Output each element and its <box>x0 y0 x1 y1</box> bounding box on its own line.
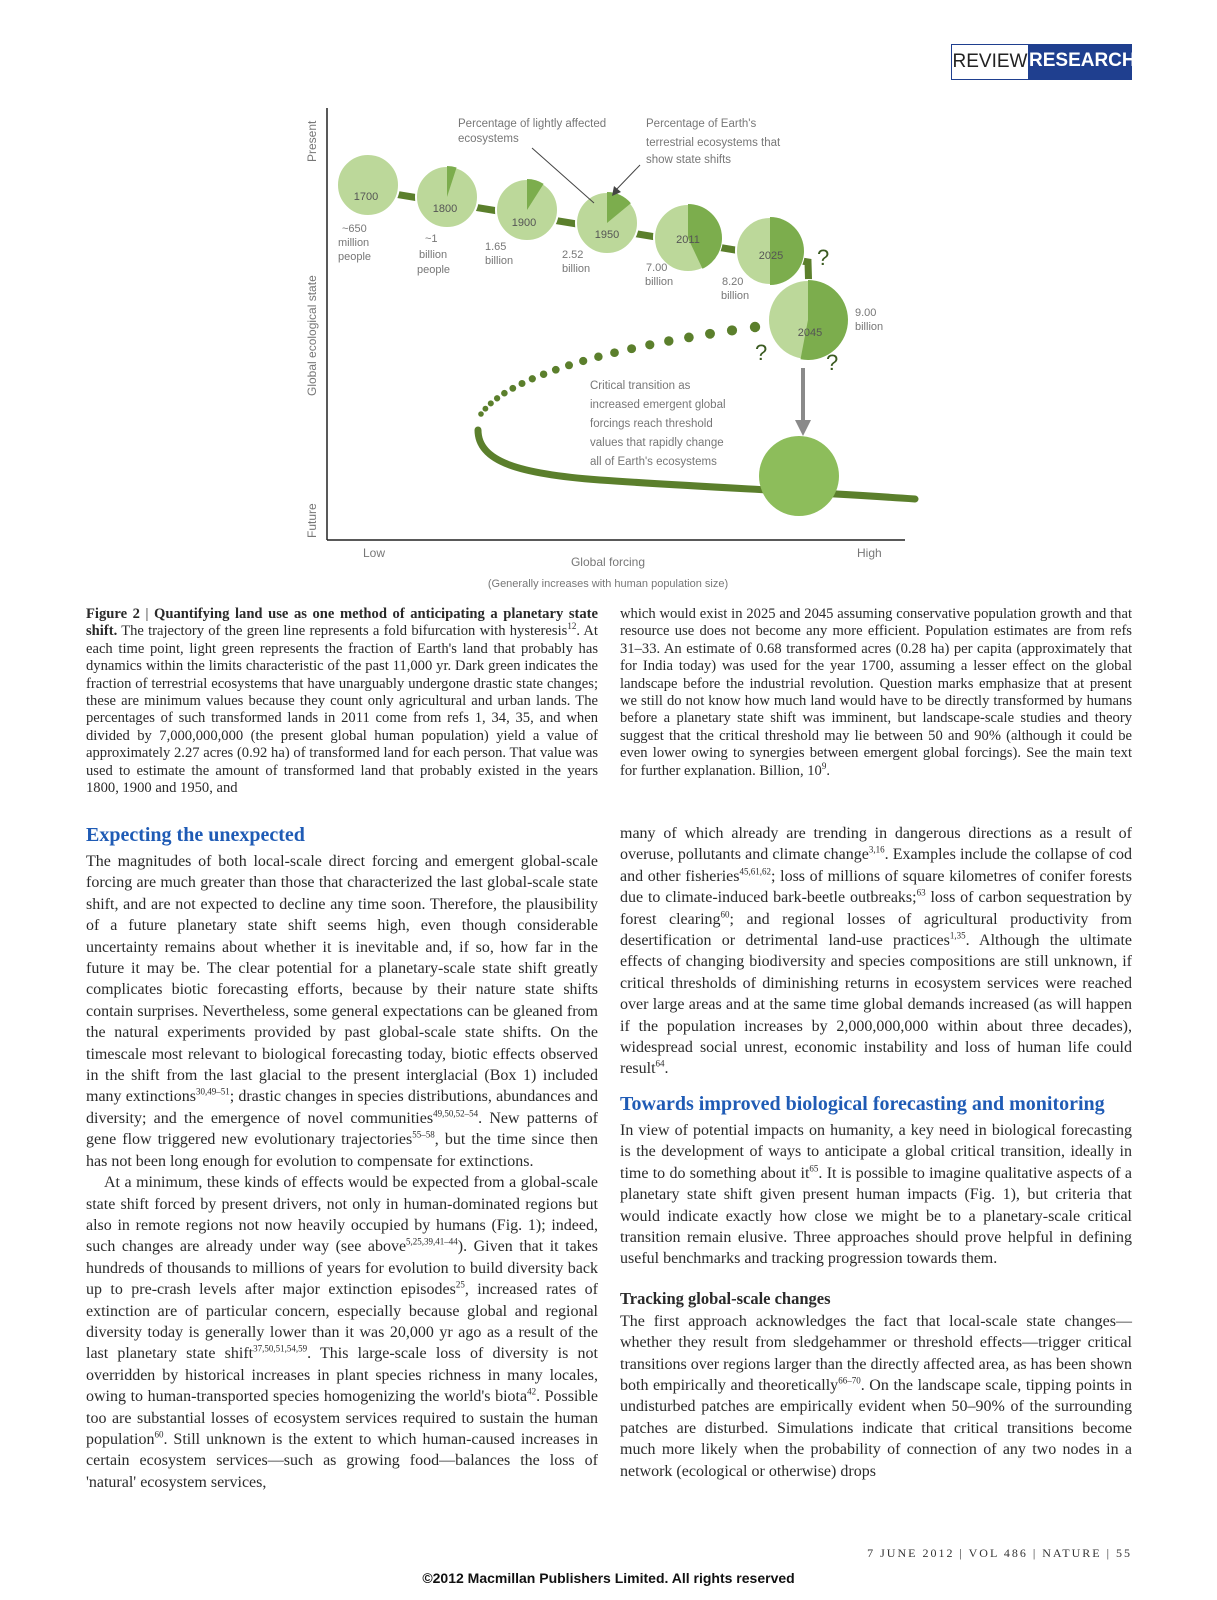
transition-dot <box>684 333 694 343</box>
transition-dot <box>750 322 760 332</box>
reference-superscript: 1,35 <box>949 930 966 941</box>
caption-text-c: . <box>826 762 830 779</box>
transition-dot <box>509 385 516 392</box>
x-axis-label: Global forcing <box>570 555 646 569</box>
transition-dot <box>705 329 715 339</box>
transition-dot <box>594 353 602 361</box>
heading-tracking: Tracking global-scale changes <box>620 1288 831 1308</box>
annot-dark-l3: show state shifts <box>646 154 732 166</box>
expecting-paragraph-1: The magnitudes of both local-scale direct forcing and emergent global-scale forcing are much greater than those that characterized the last global-scale state shift, and are not expected to decline any time soon. Therefore, the plausibility of a future planetary state shift seems high, even though considerable uncertainty remains about whether it is inevitable and, if so, how far in the future it may be. The clear potential for a planetary-scale state shift greatly complicates biotic forecasting efforts, because by their nature state shifts contain surprises. Nevertheless, some general expectations can be gleaned from the natural experiments provided by past global-scale state shifts. On the timescale most relevant to biological forecasting today, biotic effects observed in the shift from the last glacial to the present interglacial (Box 1) included many extinctions$^{30,49-51}$; drastic changes in species distributions, abundances and diversity; and the emergence of novel communities$^{49,50,52-54}$. New patterns of gene flow triggered new evolutionary trajectories$^{55-58}$, but the time since then has not been long enough for evolution to compensate for extinctions. <box>86 853 599 1170</box>
caption-title: Quantifying land use as one method of anticipating a planetary state shift. <box>86 606 598 640</box>
pop-1800-l2: billion <box>419 249 448 261</box>
pie-1700 <box>337 154 399 216</box>
reference-superscript: 45,61,62 <box>739 866 772 877</box>
pop-2025-l1: 8.20 <box>722 276 744 288</box>
transition-dot <box>494 395 500 401</box>
caption-paragraph-cont <box>620 606 1132 780</box>
reference-superscript: 60 <box>720 909 730 920</box>
badge-review: REVIEW <box>951 44 1029 80</box>
reference-superscript: 63 <box>916 887 926 898</box>
reference-superscript: 64 <box>655 1059 665 1070</box>
year-label-1700: 1700 <box>353 191 379 203</box>
expecting-paragraph-2: At a minimum, these kinds of effects would be expected from a global-scale state shift forced by present drivers, not only in human-dominated regions but also in remote regions not now heavily occupied by humans (Fig. 1); indeed, such changes are already under way (see above$^{5,25,39,41-44}$). Given that it takes hundreds of thousands to millions of years for evolution to build diversity back up to pre-crash levels after major extinction episodes$^{25}$, increased rates of extinction are of particular concern, especially because global and regional diversity today is generally lower than it was 20,000 yr ago as a result of the last planetary state shift$^{37,50,51,54,59}$. This large-scale loss of diversity is not overridden by historical increases in plant species richness in many locales, owing to human-transported species homogenizing the world's biota$^{42}$. Possible too are substantial losses of ecosystem services required to sustain the human population$^{60}$. Still unknown is the extent to which human-caused increases in certain ecosystem services—such as growing food—balances the loss of 'natural' ecosystem services, <box>86 1174 599 1491</box>
caption-text-a: The trajectory of the green line represents a fold bifurcation with hysteresis <box>117 623 568 640</box>
caption-text-b-left: . At each time point, light green represents the fraction of Earth's land that probably has dynamics within the limits characteristic of the past 11,000 yr. Dark green indicates the fraction of terrestrial ecosystems that have unarguably undergone drastic state changes; these are minimum values because they count only agricultural and urban lands. The percentages of such transformed lands in 2011 come from refs 1, 34, 35, and when divided by 7,000,000,000 (the present global human population) yield a value of approximately 2.27 acres (0.92 ha) of transformed land for each person. That value was used to estimate the amount of transformed land that probably existed in the years 1800, 1900 and 1950, and <box>86 623 598 797</box>
annot-dark-pointer <box>614 165 640 192</box>
transition-dot <box>478 411 484 417</box>
pop-1900-l1: 1.65 <box>485 241 507 253</box>
towards-paragraph-1: In view of potential impacts on humanity, a key need in biological forecasting is the development of ways to anticipate a global critical transition, ideally in time to do something about $it^{65}$. It is possible to imagine qualitative aspects of a planetary state shift given present human impacts (Fig. 1), but criteria that would indicate exactly how close we might be to a planetary-scale critical transition remain elusive. Three approaches should prove helpful in defining useful benchmarks and tracking progression towards them. <box>620 1121 1132 1268</box>
tracking-paragraph-1: The first approach acknowledges the fact that local-scale state changes—whether they result from sledgehammer or threshold effects—trigger critical transitions over regions larger than the directly affected area, as has been shown both empirically and theoretically$^{66-70}$. On the landscape scale, tipping points in undisturbed patches are empirically evident when 50–90% of the surrounding patches are disturbed. Simulations indicate that critical transitions become much more likely when the probability of connection of any two nodes in a network (ecological or otherwise) drops <box>620 1312 1132 1480</box>
reference-superscript: 55–58 <box>412 1129 435 1140</box>
transition-dot <box>579 357 587 365</box>
annot-dark-l1: Percentage of Earth's <box>646 118 757 130</box>
badge-research: RESEARCH <box>1029 44 1132 80</box>
caption-sep: | <box>139 606 154 622</box>
right-column <box>620 823 1132 1482</box>
copyright-notice: ©2012 Macmillan Publishers Limited. All rights reserved <box>422 1570 795 1586</box>
pop-2025-l2: billion <box>721 290 750 302</box>
left-column <box>86 823 598 1493</box>
pie-1800 <box>416 166 478 228</box>
expecting-paragraph-2-cont: many of which already are trending in dangerous directions as a result of overuse, pollutants and climate change$^{3,16}$. Examples include the collapse of cod and other fisheries$^{45,61,62}$; loss of millions of square kilometres of conifer forests due to climate-induced bark-beetle outbreaks;$^{63}$ loss of carbon sequestration by forest clearing$^{60}$; and regional losses of agricultural productivity from desertification or detrimental land-use practices$^{1,35}$. Although the ultimate effects of changing biodiversity and species compositions are still unknown, if critical thresholds of diminishing returns in ecosystem services were reached over large areas and at the same time global demands increased (as will happen if the population increases by 2,000,000,000 within about three decades), widespread social unrest, economic instability and loss of human life could result$^{64}$. <box>620 825 1133 1078</box>
reference-superscript: 30,49–51 <box>195 1087 230 1098</box>
pop-1700-l3: people <box>338 251 372 263</box>
transition-text-l3: forcings reach threshold <box>590 418 713 430</box>
pop-1950-l1: 2.52 <box>562 249 584 261</box>
caption-text-b-right: which would exist in 2025 and 2045 assuming conservative population growth and that resource use does not become any more efficient. Population estimates are from refs 31–33. An estimate of 0.68 transformed acres (0.28 ha) per capita (approximately that for India today) was used for the year 1700, assuming a lesser effect on the global landscape before the industrial revolution. Question marks emphasize that at present we still do not know how much land would have to be directly transformed by humans before a planetary state shift was imminent, but landscape-scale studies and theory suggest that the critical threshold may lie between 50 and 90% (although it could be even lower owing to synergies between emergent global forcings). See the main text for further explanation. Billion, 10 <box>620 606 1132 779</box>
pop-1900-l2: billion <box>485 255 514 267</box>
year-label-2045: 2045 <box>797 327 823 339</box>
future-state-circle <box>759 436 839 516</box>
reference-superscript: 60 <box>154 1429 164 1440</box>
pie-1950 <box>576 192 638 254</box>
pop-1800-l3: people <box>417 264 451 276</box>
y-axis-label: Global ecological state <box>305 275 319 396</box>
y-axis-present: Present <box>305 120 319 162</box>
pop-2045-l1: 9.00 <box>855 307 877 319</box>
reference-superscript: 49,50,52–54 <box>433 1108 479 1119</box>
year-label-2025: 2025 <box>758 250 784 262</box>
reference-superscript: 37,50,51,54,59 <box>253 1344 308 1355</box>
pop-2011-l1: 7.00 <box>646 262 668 274</box>
pop-2045-l2: billion <box>855 321 884 333</box>
reference-superscript: 66–70 <box>838 1375 861 1386</box>
transition-dot <box>627 344 636 353</box>
reference-superscript: 42 <box>527 1386 537 1397</box>
transition-dot <box>645 340 654 349</box>
transition-text-l5: all of Earth's ecosystems <box>590 456 717 468</box>
transition-dot <box>488 400 494 406</box>
annot-dark-l2: terrestrial ecosystems that <box>646 137 781 149</box>
transition-text-l4: values that rapidly change <box>590 437 724 449</box>
heading-towards: Towards improved biological forecasting and monitoring <box>620 1092 1105 1115</box>
pie-2045 <box>768 280 848 360</box>
issue-footer: 7 JUNE 2012 | VOL 486 | NATURE | 55 <box>867 1546 1132 1560</box>
reference-superscript: 25 <box>455 1279 465 1290</box>
x-axis-high: High <box>857 546 882 560</box>
transition-dot <box>664 336 673 345</box>
year-label-1800: 1800 <box>432 203 458 215</box>
question-mark-3: ? <box>826 350 839 375</box>
shift-arrow-head <box>795 420 811 436</box>
transition-dot <box>610 348 619 357</box>
transition-dot <box>727 325 737 335</box>
pie-1900 <box>496 179 558 241</box>
caption-paragraph <box>86 606 598 797</box>
figure-caption-right <box>620 606 1132 780</box>
pie-1700-light <box>337 154 399 216</box>
transition-text-l2: increased emergent global <box>590 399 726 411</box>
year-label-2011: 2011 <box>676 234 700 246</box>
x-axis-low: Low <box>363 546 386 560</box>
caption-label: Figure 2 <box>86 606 140 622</box>
heading-expecting: Expecting the unexpected <box>86 824 305 846</box>
transition-dot <box>518 380 525 387</box>
transition-dot <box>565 361 573 369</box>
transition-dot <box>540 370 548 378</box>
reference-superscript: 3,16 <box>868 845 885 856</box>
year-label-1900: 1900 <box>511 217 537 229</box>
reference-superscript: 5,25,39,41–44 <box>406 1236 458 1247</box>
pop-1700-l2: million <box>338 237 370 249</box>
transition-dot <box>552 366 560 374</box>
transition-text-l1: Critical transition as <box>590 380 691 392</box>
pop-1800-l1: ~1 <box>425 233 438 245</box>
annot-light-l1: Percentage of lightly affected <box>458 118 607 130</box>
annot-light-l2: ecosystems <box>458 133 519 145</box>
year-label-1950: 1950 <box>594 229 620 241</box>
question-mark-2: ? <box>755 340 768 365</box>
y-axis-future: Future <box>305 503 319 538</box>
reference-superscript: 65 <box>809 1163 819 1174</box>
pop-1700-l1: ~650 <box>342 223 367 235</box>
figure-2-diagram <box>0 0 1217 600</box>
pop-1950-l2: billion <box>562 263 591 275</box>
pop-2011-l2: billion <box>645 276 674 288</box>
transition-dot <box>529 375 536 382</box>
transition-dot <box>501 390 508 397</box>
x-axis-sublabel: (Generally increases with human population size) <box>487 578 729 590</box>
question-mark-1: ? <box>817 245 830 270</box>
caption-ref-a: 12 <box>567 621 577 632</box>
caption-ref-b: 9 <box>821 760 827 771</box>
figure-caption-left <box>86 606 598 797</box>
transition-dot <box>482 406 488 412</box>
